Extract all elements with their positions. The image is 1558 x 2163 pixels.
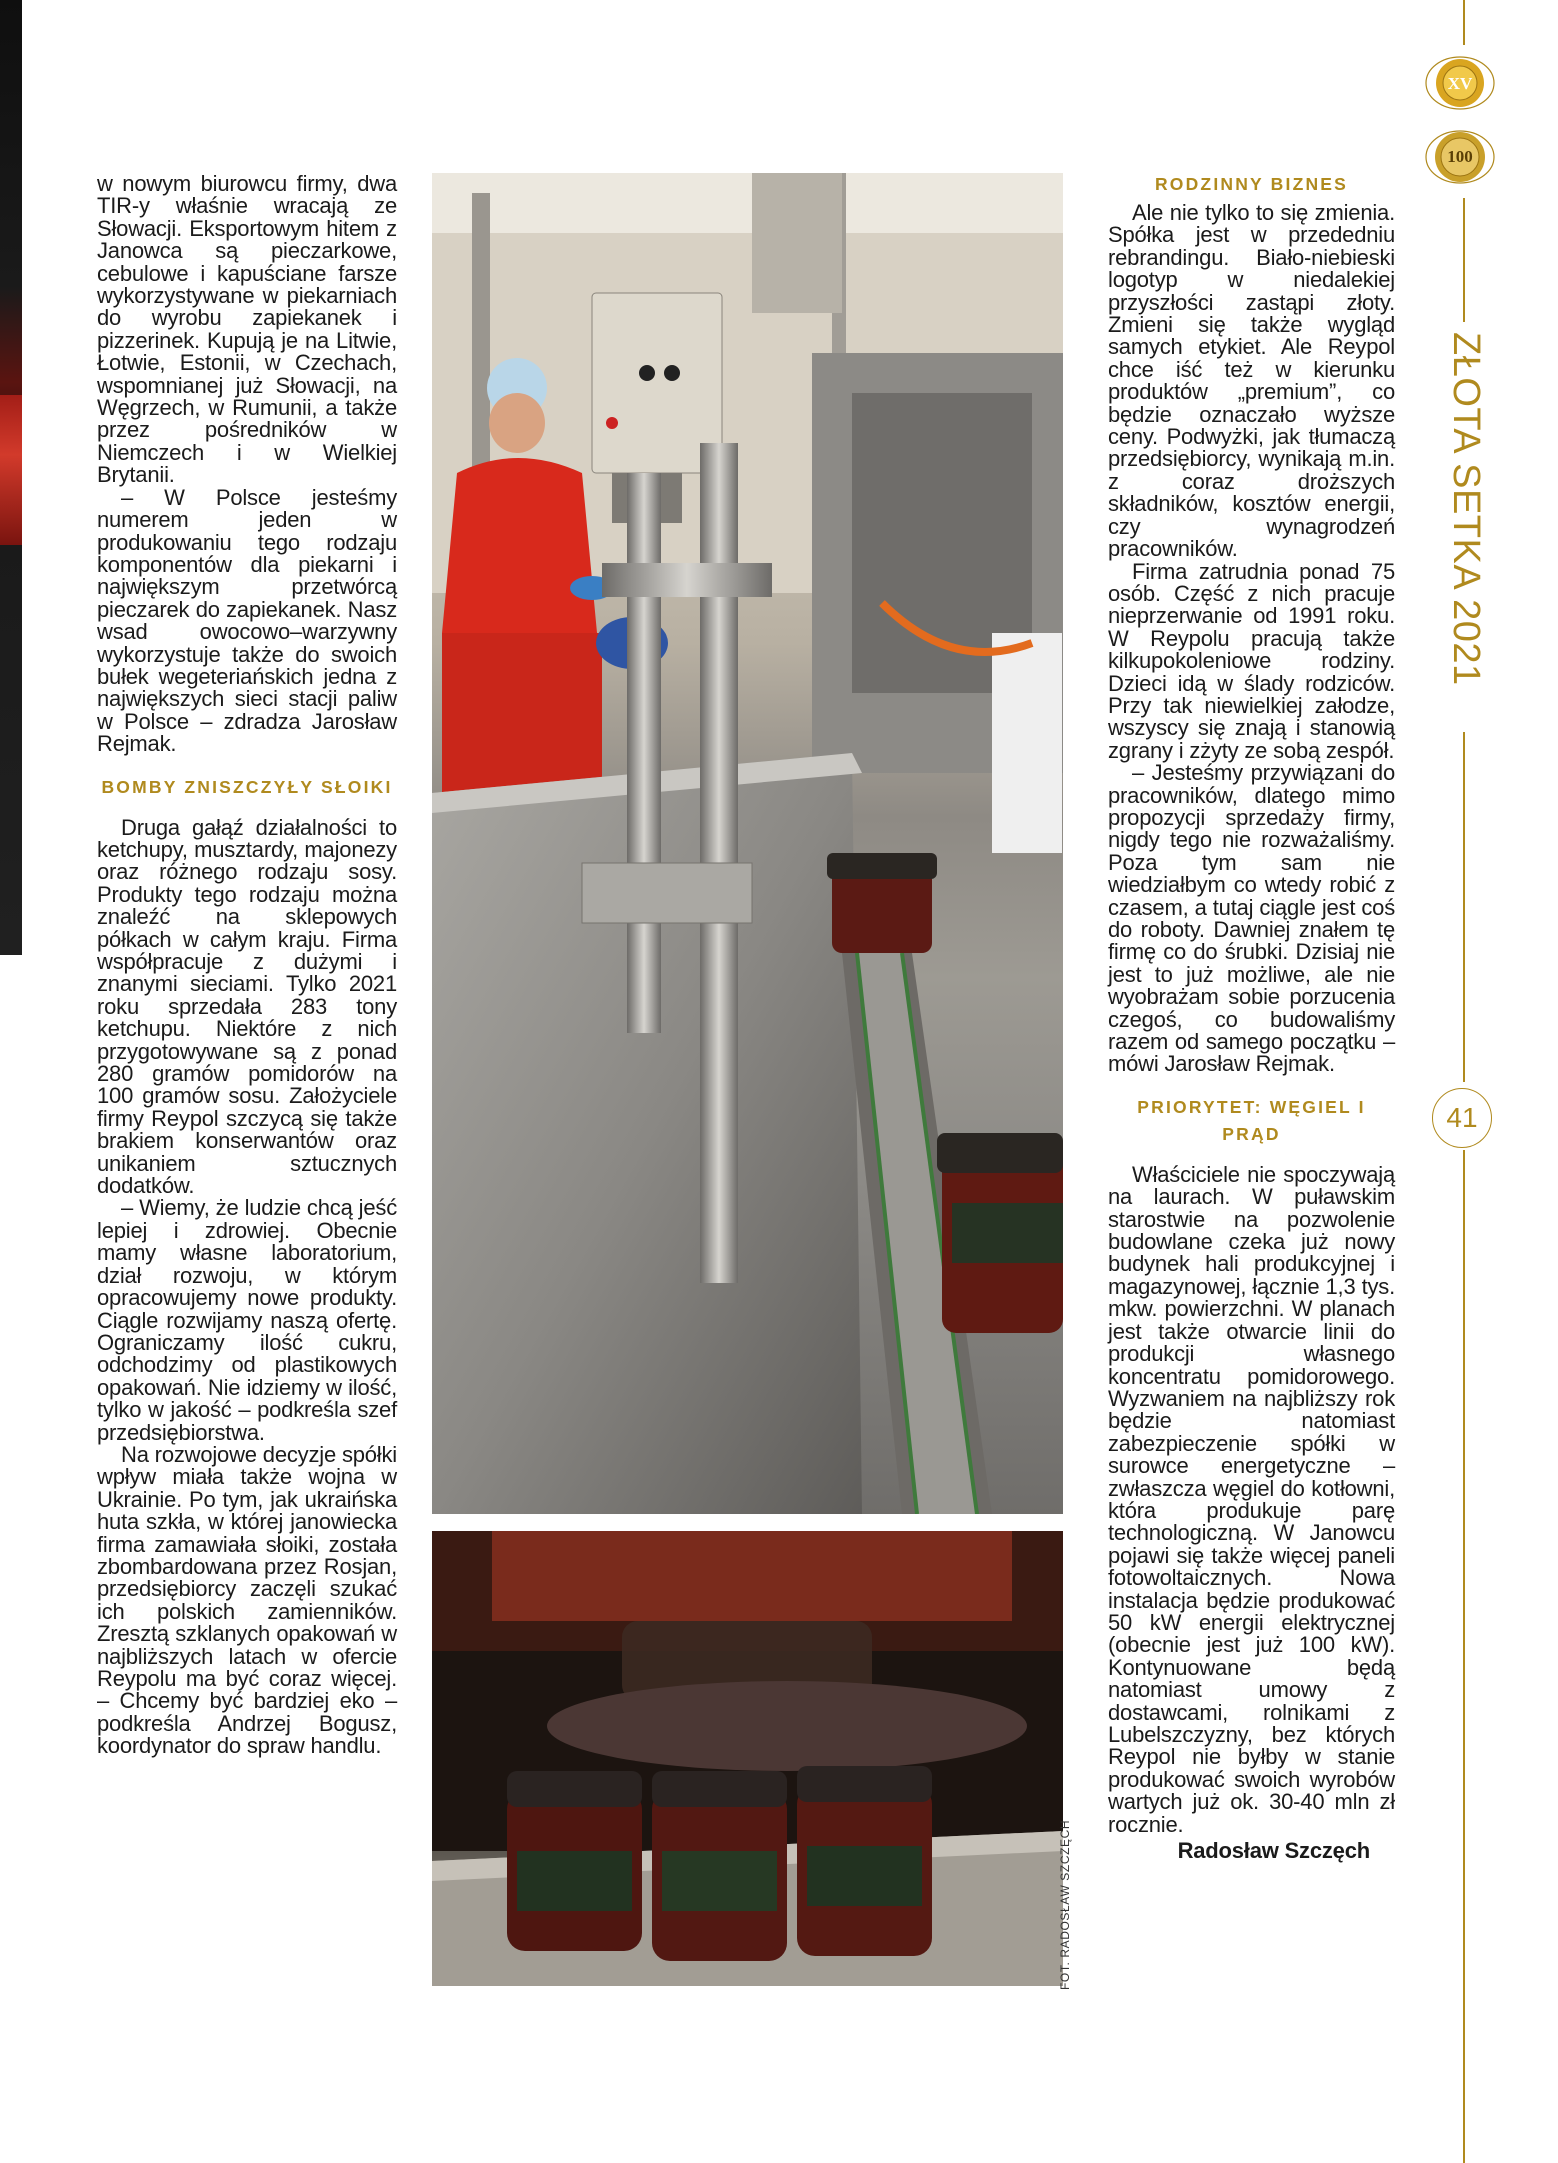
article-column-right — [1108, 173, 1395, 1862]
paragraph: Druga gałąź działalności to ketchupy, musztardy, majonezy oraz różnego rodzaju sosy. Produkty tego rodzaju można znaleźć na sklepowych półkach w całym kraju. Firma współpracuje z dużymi i znanymi sieciami. Tylko 2021 roku sprzedała 283 tony ketchupu. Niektóre z nich przygotowywane są z ponad 280 gramów pomidorów na 100 gramów sosu. Założyciele firmy Reypol szczycą się także brakiem konserwantów oraz unikaniem sztucznych dodatków. — [97, 814, 397, 1199]
paragraph: – W Polsce jesteśmy numerem jeden w produkowaniu tego rodzaju komponentów dla piekarni i największym przetwórcą pieczarek do zapiekanek. Nasz wsad owocowo–warzywny wykorzystuje także do swoich bułek wegeteriańskich jedna z największych sieci stacji paliw w Polsce – zdradza Jarosław Rejmak. — [97, 484, 397, 757]
svg-text:100: 100 — [1447, 147, 1473, 166]
paragraph: – Wiemy, że ludzie chcą jeść lepiej i zdrowiej. Obecnie mamy własne laboratorium, dział rozwoju, w którym opracowujemy nowe produkty. Ciągle rozwijamy naszą ofertę. Ograniczamy ilość cukru, odchodzimy od plastikowych opakowań. Nie idziemy w ilość, tylko w jakość – podkreśla szef przedsiębiorstwa. — [97, 1195, 397, 1445]
production-line-illustration — [432, 173, 1063, 1514]
adjacent-page-photo-strip — [0, 0, 22, 955]
medal-xv-icon — [1425, 48, 1495, 118]
paragraph: – Jesteśmy przywiązani do pracowników, dlatego mimo propozycji sprzedaży firmy, nigdy tego nie rozważaliśmy. Poza tym sam nie wiedziałbym co wtedy robić z czasem, a tutaj ciągle jest coś do roboty. Dawniej znałem tę firmę co do śrubki. Dzisiaj nie jest to już możliwe, ale nie wyobrażam sobie porzucenia czegoś, co budowaliśmy razem od samego początku – mówi Jarosław Rejmak. — [1108, 760, 1395, 1077]
paragraph: Właściciele nie spoczywają na laurach. W puławskim starostwie na pozwolenie budowlane czeka już nowy budynek hali produkcyjnej i magazynowej, łącznie 1,3 tys. mkw. powierzchni. W planach jest także otwarcie linii do produkcji własnego koncentratu pomidorowego. Wyzwaniem na najbliższy rok będzie natomiast zabezpieczenie spółki w surowce energetyczne – zwłaszcza węgiel do kotłowni, która produkuje parę technologiczną. W Janowcu pojawi się także więcej paneli fotowoltaicznych. Nowa instalacja będzie produkować 50 kW energii elektrycznej (obecnie jest już 100 kW). Kontynuowane będą natomiast umowy z dostawcami, rolnikami z Lubelszczyzny, bez których Reypol nie byłby w stanie produkować swoich wyrobów wartych już ok. 30-40 mln zł rocznie. — [1108, 1161, 1395, 1837]
section-heading-bomby: BOMBY ZNISZCZYŁY SŁOIKI — [101, 776, 393, 797]
sidebar-rule-middle — [1463, 732, 1465, 1082]
photo-strip-red-detail — [0, 395, 22, 545]
sidebar-rule-bottom — [1463, 1150, 1465, 2163]
page-number: 41 — [1432, 1088, 1492, 1148]
sidebar-rule-top — [1463, 0, 1465, 45]
production-line-photo — [432, 173, 1063, 1514]
photo-credit: FOT. RADOSŁAW SZCZĘCH — [1058, 1819, 1072, 1990]
paragraph: w nowym biurowcu firmy, dwa TIR-y właśnie wracają ze Słowacji. Eksportowym hitem z Janowca są pieczarkowe, cebulowe i kapuściane farsze wykorzystywane w piekarniach do wyrobu zapiekanek i pizzerinek. Kupują je na Litwie, Łotwie, Estonii, w Czechach, wspomnianej już Słowacji, na Węgrzech, w Rumunii, a także przez pośredników w Niemczech i w Wielkiej Brytanii. — [97, 171, 397, 488]
paragraph: Na rozwojowe decyzje spółki wpływ miała także wojna w Ukrainie. Po tym, jak ukraińska huta szkła, w której janowiecka firma zamawiała słoiki, została zbombardowana przez Rosjan, przedsiębiorcy zaczęli szukać ich polskich zamienników. Zresztą szklanych opakowań w najbliższych latach w ofercie Reypolu ma być coraz więcej. – Chcemy być bardziej eko – podkreśla Andrzej Bogusz, koordynator do spraw handlu. — [97, 1441, 397, 1759]
jars-packaging-illustration — [432, 1531, 1063, 1986]
article-author: Radosław Szczęch — [1177, 1838, 1370, 1864]
svg-text:XV: XV — [1447, 74, 1473, 93]
paragraph: Ale nie tylko to się zmienia. Spółka jest w przededniu rebrandingu. Biało-niebieski logotyp w niedalekiej przyszłości zastąpi złoty. Zmieni się także wygląd samych etykiet. Ale Reypol chce iść też w kierunku produktów „premium”, co będzie oznaczało wyższe ceny. Podwyżki, jak tłumaczą przedsiębiorcy, wynikają m.in. z coraz droższych składników, kosztów energii, czy wynagrodzeń pracowników. — [1108, 200, 1395, 562]
article-column-left — [97, 173, 397, 1758]
section-heading-priorytet: PRIORYTET: WĘGIEL I PRĄD — [1137, 1096, 1366, 1144]
paragraph: Firma zatrudnia ponad 75 osób. Część z nich pracuje nieprzerwanie od 1991 roku. W Reypolu pracują także kilkupokoleniowe rodziny. Dzieci idą w ślady rodziców. Przy tak niewielkiej załodze, wszyscy się znają i stanowią zgrany i zżyty ze sobą zespół. — [1108, 558, 1395, 763]
section-heading-rodzinny: RODZINNY BIZNES — [1154, 174, 1349, 194]
medal-100-icon — [1425, 122, 1495, 192]
jars-packaging-photo — [432, 1531, 1063, 1986]
sidebar-rule-upper — [1463, 198, 1465, 322]
sidebar-section-title: ZŁOTA SETKA 2021 — [1445, 332, 1487, 686]
